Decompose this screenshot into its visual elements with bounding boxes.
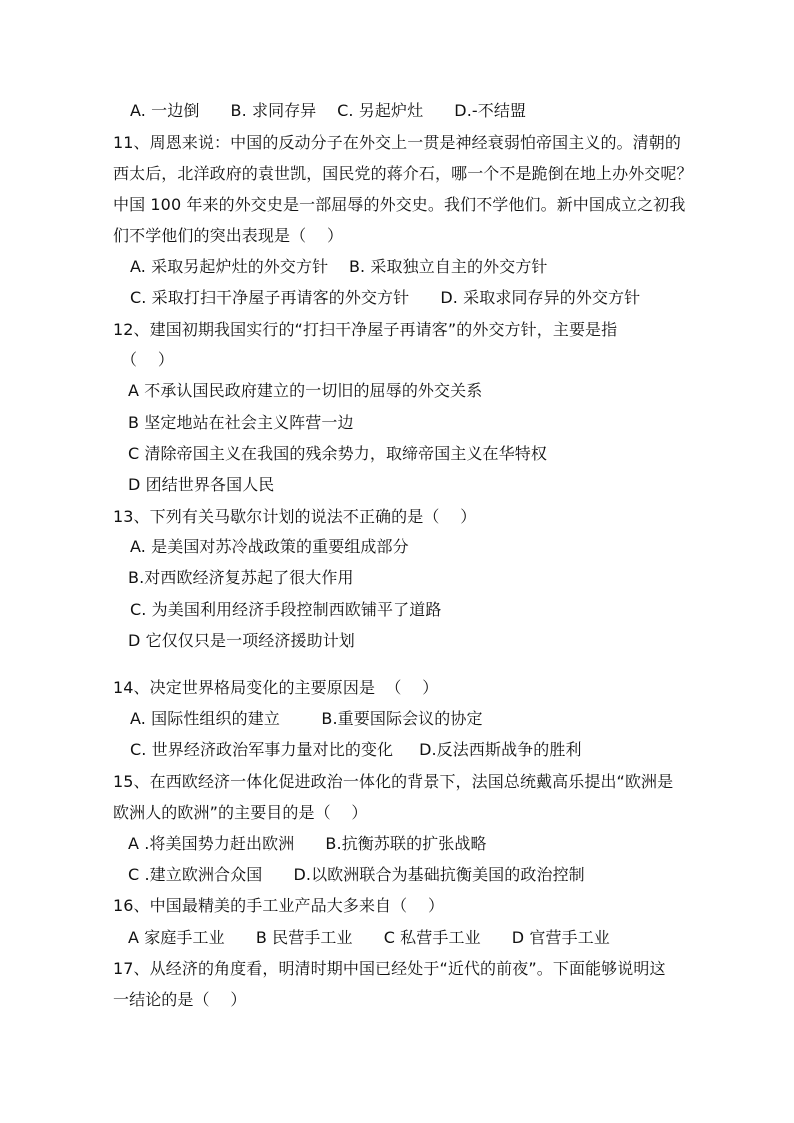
q13-option-a: A. 是美国对苏冷战政策的重要组成部分 — [130, 537, 409, 556]
q11-stem-line1: 11、周恩来说：中国的反动分子在外交上一贯是神经衰弱怕帝国主义的。清朝的 — [113, 133, 681, 152]
q16-options: A 家庭手工业 B 民营手工业 C 私营手工业 D 官营手工业 — [128, 928, 610, 947]
q11-stem-line2: 西太后，北洋政府的袁世凯，国民党的蒋介石，哪一个不是跪倒在地上办外交呢？ — [113, 164, 693, 183]
q12-stem-line1: 12、建国初期我国实行的“打扫干净屋子再请客”的外交方针，主要是指 — [113, 320, 618, 339]
q15-options-cd: C .建立欧洲合众国 D.以欧洲联合为基础抗衡美国的政治控制 — [128, 865, 585, 884]
q11-stem-line4: 们不学他们的突出表现是（ ） — [113, 226, 344, 245]
q11-options-ab: A. 采取另起炉灶的外交方针 B. 采取独立自主的外交方针 — [130, 257, 548, 276]
q12-option-b: B 坚定地站在社会主义阵营一边 — [128, 413, 354, 432]
q17-stem-line1: 17、从经济的角度看，明清时期中国已经处于“近代的前夜”。下面能够说明这 — [113, 959, 666, 978]
q11-options-cd: C. 采取打扫干净屋子再请客的外交方针 D. 采取求同存异的外交方针 — [130, 288, 641, 307]
q13-option-b: B.对西欧经济复苏起了很大作用 — [128, 568, 354, 587]
q15-options-ab: A .将美国势力赶出欧洲 B.抗衡苏联的扩张战略 — [128, 834, 487, 853]
q15-stem-line2: 欧洲人的欧洲”的主要目的是（ ） — [113, 803, 368, 822]
q14-options-cd: C. 世界经济政治军事力量对比的变化 D.反法西斯战争的胜利 — [130, 740, 582, 759]
q12-option-c: C 清除帝国主义在我国的残余势力，取缔帝国主义在华特权 — [128, 444, 547, 463]
q14-stem: 14、决定世界格局变化的主要原因是 （ ） — [113, 678, 439, 697]
q11-stem-line3: 中国 100 年来的外交史是一部屈辱的外交史。我们不学他们。新中国成立之初我 — [113, 195, 686, 214]
q13-option-d: D 它仅仅只是一项经济援助计划 — [128, 631, 355, 650]
q15-stem-line1: 15、在西欧经济一体化促进政治一体化的背景下，法国总统戴高乐提出“欧洲是 — [113, 772, 674, 791]
q12-option-d: D 团结世界各国人民 — [128, 475, 275, 494]
q13-stem: 13、下列有关马歇尔计划的说法不正确的是（ ） — [113, 507, 477, 526]
q16-stem: 16、中国最精美的手工业产品大多来自（ ） — [113, 896, 445, 915]
q12-stem-line2: （ ） — [121, 350, 174, 369]
q14-options-ab: A. 国际性组织的建立 B.重要国际会议的协定 — [130, 709, 483, 728]
q17-stem-line2: 一结论的是（ ） — [113, 990, 247, 1009]
q12-option-a: A 不承认国民政府建立的一切旧的屈辱的外交关系 — [128, 381, 483, 400]
q13-option-c: C. 为美国利用经济手段控制西欧铺平了道路 — [130, 600, 442, 619]
q10-options: A. 一边倒 B. 求同存异 C. 另起炉灶 D.-不结盟 — [130, 101, 527, 120]
